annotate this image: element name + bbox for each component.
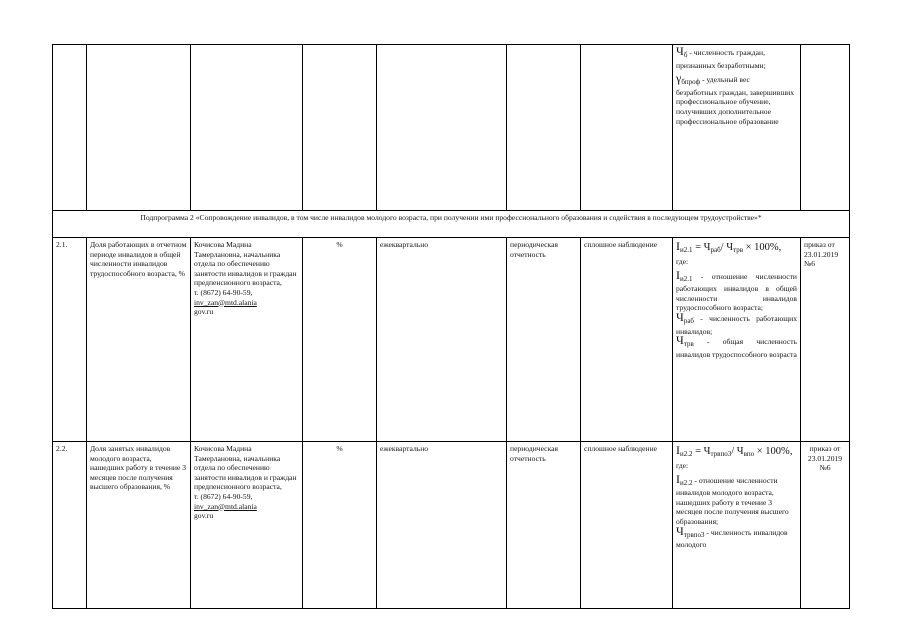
act-number: №6: [819, 463, 831, 473]
cell-num: 2.2.: [53, 442, 87, 609]
formula-def-trvpo: Чтрвпо3 - численность инвалидов молодого: [676, 523, 788, 550]
cell-method: сплошное наблюдение: [581, 442, 673, 609]
table-row-continuation: [53, 45, 850, 211]
formula-where: где:: [676, 461, 689, 470]
cell-name: Доля занятых инвалидов молодого возраста, нашедших работу в течение 3 месяцев после получения высшего образования, %: [87, 442, 191, 609]
cell-method: сплошное наблюдение: [581, 238, 673, 442]
cell-name: Доля работающих в отчетном периоде инвалидов в общей численности инвалидов трудоспособного возраста, %: [87, 238, 191, 442]
formula-main: $I_{и2.2} = Ч_{трвпо3}/$ $Ч_{впо} \times 100\%$,: [676, 443, 793, 458]
cell-formula: [673, 238, 801, 442]
act-date: 23.01.2019: [807, 453, 843, 463]
responsible-phone: т. (8672) 64-90-59,: [194, 287, 253, 297]
subprogram-title: Подпрограмма 2 «Сопровождение инвалидов, в том числе инвалидов молодого возраста, при получении ими профессионального образования и содействия в последующем трудоустройстве»*: [53, 211, 850, 238]
cell-source: периодическая отчетность: [507, 442, 581, 609]
cell-method: [581, 45, 673, 211]
cell-act: [801, 45, 850, 211]
symbol-sub: бпроф: [681, 78, 701, 87]
formula-def-i: Iи2.2 - отношение численности инвалидов молодого возраста, нашедших работу в течение 3 месяцев после получения высшего образования;: [676, 471, 789, 526]
cell-period: [377, 45, 507, 211]
act-line: приказ от: [804, 240, 835, 249]
cell-unit: [303, 45, 377, 211]
formula-def-b: [676, 44, 797, 70]
formula-def-rab: Чраб - численность работающих инвалидов;: [676, 309, 797, 336]
responsible-email-link[interactable]: inv_zan@mtd.alania: [194, 501, 257, 511]
act-date: 23.01.2019: [804, 249, 839, 259]
cell-unit: %: [303, 442, 377, 609]
symbol-gamma: γ: [676, 71, 682, 86]
formula-def-gamma: [676, 71, 797, 126]
cell-act: [801, 238, 850, 442]
responsible-phone: т. (8672) 64-90-59,: [194, 491, 253, 501]
cell-num: [53, 45, 87, 211]
definition-text: безработных граждан, завершивших профессиональное обучение, получивших дополнительное профессиональное образование: [676, 87, 795, 126]
formula-def-trv: Чтрв - общая численность инвалидов трудоспособного возраста: [676, 333, 797, 359]
symbol-ch: Ч: [676, 44, 684, 58]
cell-period: ежеквартально: [377, 442, 507, 609]
cell-formula: [673, 45, 801, 211]
cell-responsible: [191, 45, 303, 211]
definition-text: - численность граждан, признанных безработными;: [676, 48, 766, 70]
responsible-person: Кочисова Мадина Тамерлановна, начальника отдела по обеспечению занятости инвалидов и граждан предпенсионного возраста,: [194, 444, 297, 492]
act-line: приказ от: [809, 444, 841, 453]
cell-unit: %: [303, 238, 377, 442]
table-row: [53, 442, 850, 609]
formula-main: $I_{и2.1} = Ч_{раб}/$ $Ч_{трв} \times 100\%$,: [676, 239, 782, 254]
cell-source: [507, 45, 581, 211]
act-number: №6: [804, 259, 816, 269]
cell-source: периодическая отчетность: [507, 238, 581, 442]
definition-text: - удельный вес: [700, 75, 750, 85]
formula-where: где:: [676, 257, 689, 266]
table-row-subprogram: [53, 211, 850, 238]
cell-num: 2.1.: [53, 238, 87, 442]
cell-period: ежеквартально: [377, 238, 507, 442]
responsible-email-link[interactable]: inv_zan@mtd.alania: [194, 297, 257, 307]
responsible-email-domain: gov.ru: [194, 307, 214, 317]
cell-name: [87, 45, 191, 211]
responsible-email-domain: gov.ru: [194, 511, 214, 521]
cell-formula: [673, 442, 801, 609]
formula-def-i: Iи2.1 - отношение численности работающих инвалидов в общей численности инвалидов трудоспособного возраста;: [676, 267, 797, 313]
cell-act: [801, 442, 850, 609]
table-row: [53, 238, 850, 442]
indicators-table: [52, 44, 850, 609]
responsible-person: Кочисова Мадина Тамерлановна, начальника отдела по обеспечению занятости инвалидов и граждан предпенсионного возраста,: [194, 240, 297, 288]
cell-responsible: [191, 442, 303, 609]
cell-responsible: [191, 238, 303, 442]
symbol-sub: б: [683, 51, 688, 59]
